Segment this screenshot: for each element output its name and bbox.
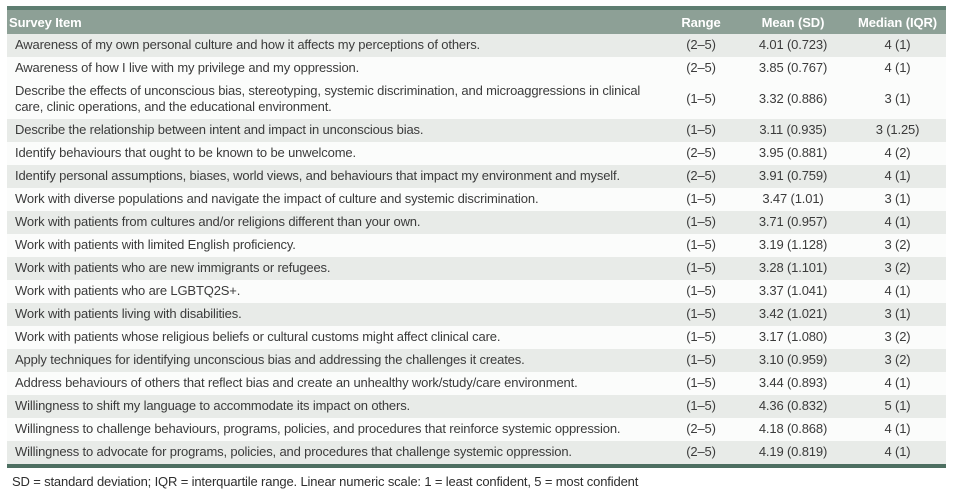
table-row xyxy=(7,280,946,303)
mean-sd-cell: 3.10 (0.959) xyxy=(758,352,828,367)
median-iqr-cell: 4 (1) xyxy=(884,214,911,229)
table-row xyxy=(7,395,946,418)
survey-item-cell: Willingness to challenge behaviours, programs, policies, and procedures that reinforce systemic oppression. xyxy=(15,421,621,436)
median-iqr-cell: 4 (1) xyxy=(884,375,911,390)
table-row xyxy=(7,80,946,119)
mean-sd-cell: 3.32 (0.886) xyxy=(758,91,828,106)
range-cell: (1–5) xyxy=(686,237,716,252)
range-cell: (1–5) xyxy=(686,329,716,344)
survey-item-cell: Describe the relationship between intent and impact in unconscious bias. xyxy=(15,122,424,137)
median-iqr-cell: 3 (2) xyxy=(884,260,911,275)
mean-sd-cell: 3.47 (1.01) xyxy=(762,191,824,206)
range-cell: (1–5) xyxy=(686,191,716,206)
survey-item-cell: Apply techniques for identifying unconscious bias and addressing the challenges it creates. xyxy=(15,352,525,367)
median-iqr-cell: 3 (1) xyxy=(884,91,911,106)
column-header-survey-item: Survey Item xyxy=(7,8,665,34)
median-iqr-cell: 4 (1) xyxy=(884,444,911,459)
mean-sd-cell: 3.85 (0.767) xyxy=(758,60,828,75)
mean-sd-cell: 3.28 (1.101) xyxy=(758,260,828,275)
survey-item-cell: Work with patients who are new immigrants or refugees. xyxy=(15,260,331,275)
survey-item-cell: Willingness to shift my language to accommodate its impact on others. xyxy=(15,398,411,413)
median-iqr-cell: 3 (2) xyxy=(884,352,911,367)
median-iqr-cell: 3 (1) xyxy=(884,306,911,321)
survey-item-cell: Awareness of how I live with my privilege and my oppression. xyxy=(15,60,360,75)
median-iqr-cell: 4 (1) xyxy=(884,60,911,75)
survey-item-cell: Work with patients from cultures and/or religions different than your own. xyxy=(15,214,421,229)
range-cell: (2–5) xyxy=(686,444,716,459)
mean-sd-cell: 3.91 (0.759) xyxy=(758,168,828,183)
table-row xyxy=(7,372,946,395)
range-cell: (1–5) xyxy=(686,91,716,106)
column-header-mean-sd: Mean (SD) xyxy=(737,8,849,34)
header-row xyxy=(7,8,946,34)
range-cell: (1–5) xyxy=(686,375,716,390)
median-iqr-cell: 3 (2) xyxy=(884,329,911,344)
table-row xyxy=(7,441,946,466)
range-cell: (1–5) xyxy=(686,122,716,137)
table-row xyxy=(7,119,946,142)
survey-item-cell: Work with diverse populations and navigate the impact of culture and systemic discrimination. xyxy=(15,191,539,206)
table-row xyxy=(7,34,946,57)
survey-item-cell: Work with patients living with disabilities. xyxy=(15,306,242,321)
mean-sd-cell: 3.95 (0.881) xyxy=(758,145,828,160)
median-iqr-cell: 4 (1) xyxy=(884,168,911,183)
table-body xyxy=(7,34,946,466)
mean-sd-cell: 3.44 (0.893) xyxy=(758,375,828,390)
table-row xyxy=(7,349,946,372)
survey-item-cell: Describe the effects of unconscious bias, stereotyping, systemic discrimination, and microaggressions in clinical care, clinic operations, and the educational environment. xyxy=(15,83,641,114)
mean-sd-cell: 3.19 (1.128) xyxy=(758,237,828,252)
table-row xyxy=(7,165,946,188)
median-iqr-cell: 4 (1) xyxy=(884,283,911,298)
median-iqr-cell: 3 (1.25) xyxy=(875,122,920,137)
survey-item-cell: Willingness to advocate for programs, policies, and procedures that challenge systemic oppression. xyxy=(15,444,572,459)
table-footnote: SD = standard deviation; IQR = interquartile range. Linear numeric scale: 1 = least confident, 5 = most confident xyxy=(12,474,639,489)
median-iqr-cell: 4 (2) xyxy=(884,145,911,160)
range-cell: (1–5) xyxy=(686,214,716,229)
median-iqr-cell: 5 (1) xyxy=(884,398,911,413)
range-cell: (2–5) xyxy=(686,168,716,183)
median-iqr-cell: 4 (1) xyxy=(884,37,911,52)
range-cell: (2–5) xyxy=(686,60,716,75)
table-row xyxy=(7,188,946,211)
range-cell: (1–5) xyxy=(686,306,716,321)
range-cell: (2–5) xyxy=(686,37,716,52)
range-cell: (1–5) xyxy=(686,260,716,275)
mean-sd-cell: 4.18 (0.868) xyxy=(758,421,828,436)
table-row xyxy=(7,303,946,326)
survey-item-cell: Identify personal assumptions, biases, world views, and behaviours that impact my environment and myself. xyxy=(15,168,620,183)
survey-item-cell: Work with patients with limited English proficiency. xyxy=(15,237,296,252)
survey-item-cell: Work with patients who are LGBTQ2S+. xyxy=(15,283,241,298)
survey-item-cell: Identify behaviours that ought to be known to be unwelcome. xyxy=(15,145,356,160)
table-header xyxy=(7,8,946,34)
survey-item-cell: Work with patients whose religious beliefs or cultural customs might affect clinical care. xyxy=(15,329,501,344)
table-row xyxy=(7,57,946,80)
mean-sd-cell: 4.36 (0.832) xyxy=(758,398,828,413)
table-row xyxy=(7,326,946,349)
table-row xyxy=(7,418,946,441)
survey-item-cell: Address behaviours of others that reflect bias and create an unhealthy work/study/care environment. xyxy=(15,375,578,390)
median-iqr-cell: 3 (2) xyxy=(884,237,911,252)
survey-results-table xyxy=(7,6,946,468)
range-cell: (1–5) xyxy=(686,283,716,298)
mean-sd-cell: 4.19 (0.819) xyxy=(758,444,828,459)
range-cell: (2–5) xyxy=(686,421,716,436)
mean-sd-cell: 3.11 (0.935) xyxy=(759,122,827,137)
survey-item-cell: Awareness of my own personal culture and how it affects my perceptions of others. xyxy=(15,37,481,52)
table-row xyxy=(7,211,946,234)
column-header-range: Range xyxy=(665,8,737,34)
median-iqr-cell: 3 (1) xyxy=(884,191,911,206)
range-cell: (2–5) xyxy=(686,145,716,160)
mean-sd-cell: 3.71 (0.957) xyxy=(758,214,828,229)
table-row xyxy=(7,257,946,280)
table-row xyxy=(7,234,946,257)
mean-sd-cell: 3.37 (1.041) xyxy=(758,283,828,298)
mean-sd-cell: 4.01 (0.723) xyxy=(758,37,828,52)
range-cell: (1–5) xyxy=(686,398,716,413)
column-header-median-iqr: Median (IQR) xyxy=(849,8,946,34)
range-cell: (1–5) xyxy=(686,352,716,367)
mean-sd-cell: 3.17 (1.080) xyxy=(758,329,828,344)
table-row xyxy=(7,142,946,165)
median-iqr-cell: 4 (1) xyxy=(884,421,911,436)
mean-sd-cell: 3.42 (1.021) xyxy=(758,306,828,321)
